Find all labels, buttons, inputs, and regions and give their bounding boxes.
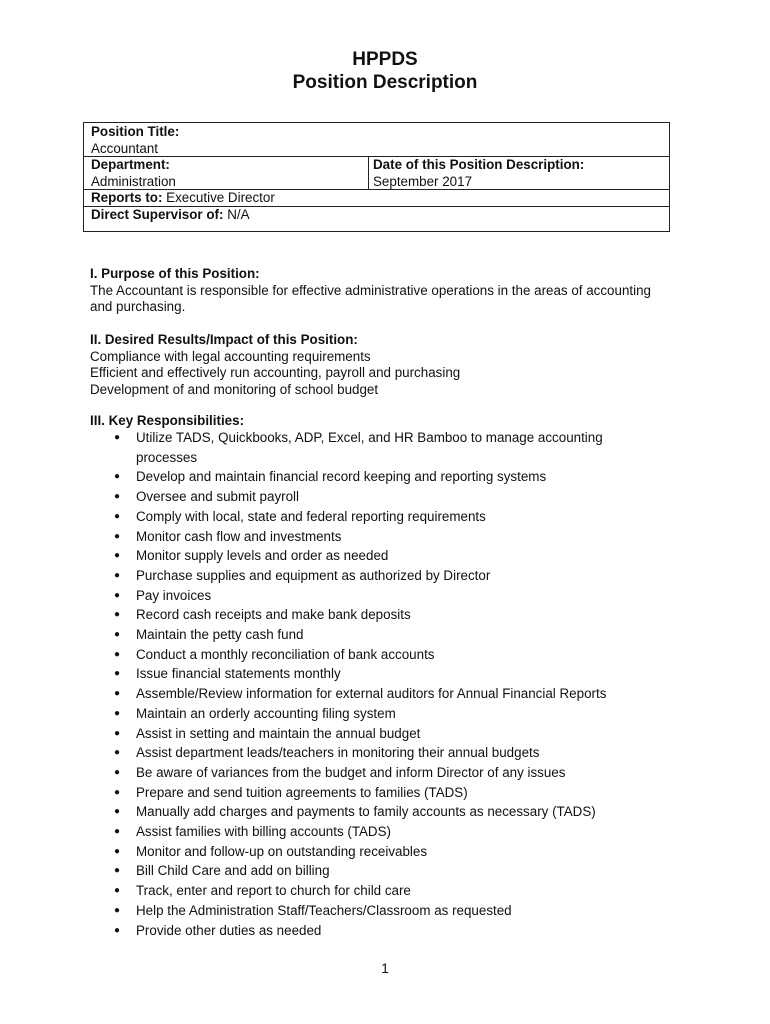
responsibility-item	[90, 822, 656, 842]
responsibility-item	[90, 704, 656, 724]
responsibility-text: Provide other duties as needed	[136, 922, 322, 938]
supervisor-cell	[91, 207, 250, 224]
result-item: Development of and monitoring of school budget	[90, 381, 379, 397]
bullet-icon: ●	[114, 688, 121, 700]
bullet-icon: ●	[114, 924, 121, 936]
results-section	[90, 332, 690, 398]
responsibility-item	[90, 428, 656, 448]
responsibility-item	[90, 724, 656, 744]
bullet-icon: ●	[114, 885, 121, 897]
responsibility-item	[90, 664, 656, 684]
responsibility-item	[90, 605, 656, 625]
responsibility-text: Maintain the petty cash fund	[136, 627, 304, 643]
result-item: Efficient and effectively run accounting, payroll and purchasing	[90, 365, 461, 380]
page-number: 1	[381, 960, 389, 976]
organization-title: HPPDS	[352, 49, 418, 70]
result-item: Compliance with legal accounting requirements	[90, 348, 371, 364]
supervisor-value: N/A	[227, 207, 250, 222]
reports-to-cell	[91, 190, 275, 207]
purpose-section	[90, 266, 690, 316]
responsibility-text: Help the Administration Staff/Teachers/Classroom as requested	[136, 902, 512, 918]
bullet-icon: ●	[114, 707, 121, 719]
responsibility-text: Be aware of variances from the budget and inform Director of any issues	[136, 764, 566, 780]
responsibility-item	[90, 527, 656, 547]
supervisor-label: Direct Supervisor of:	[91, 207, 224, 222]
responsibilities-heading-text: III. Key Responsibilities:	[90, 413, 245, 428]
responsibility-text: Record cash receipts and make bank deposits	[136, 607, 411, 623]
responsibility-item	[90, 861, 656, 881]
responsibility-text: Develop and maintain financial record keeping and reporting systems	[136, 469, 547, 485]
position-title-cell	[91, 124, 179, 157]
responsibility-item	[90, 921, 656, 941]
responsibility-item	[90, 448, 656, 468]
bullet-icon: ●	[114, 747, 121, 759]
table-column-divider	[368, 156, 369, 189]
bullet-icon: ●	[114, 766, 121, 778]
responsibility-item	[90, 566, 656, 586]
responsibility-text: Bill Child Care and add on billing	[136, 863, 330, 879]
responsibilities-list	[90, 428, 656, 940]
results-heading: II. Desired Results/Impact of this Position:	[90, 332, 358, 347]
department-label: Department:	[91, 157, 170, 172]
responsibility-text: Monitor cash flow and investments	[136, 528, 342, 544]
department-cell	[91, 157, 176, 190]
responsibility-item	[90, 842, 656, 862]
responsibility-text: Purchase supplies and equipment as authorized by Director	[136, 567, 491, 583]
responsibility-text: Assemble/Review information for external auditors for Annual Financial Reports	[136, 686, 607, 702]
bullet-icon: ●	[114, 904, 121, 916]
responsibility-item	[90, 586, 656, 606]
purpose-heading: I. Purpose of this Position:	[90, 266, 260, 281]
responsibility-text: processes	[136, 449, 198, 465]
responsibility-text: Assist in setting and maintain the annual budget	[136, 725, 421, 741]
bullet-icon: ●	[114, 826, 121, 838]
responsibility-item	[90, 467, 656, 487]
document-title: Position Description	[292, 72, 478, 93]
responsibility-text: Monitor supply levels and order as needed	[136, 548, 389, 564]
responsibility-text: Monitor and follow-up on outstanding receivables	[136, 843, 428, 859]
bullet-icon: ●	[114, 589, 121, 601]
bullet-icon: ●	[114, 471, 121, 483]
responsibility-text: Comply with local, state and federal reporting requirements	[136, 508, 486, 524]
bullet-icon: ●	[114, 806, 121, 818]
bullet-icon: ●	[114, 491, 121, 503]
responsibility-text: Assist families with billing accounts (TADS)	[136, 824, 391, 840]
purpose-text-line: and purchasing.	[90, 299, 186, 314]
responsibility-item	[90, 881, 656, 901]
date-cell	[373, 157, 584, 190]
responsibility-item	[90, 546, 656, 566]
position-title-value: Accountant	[91, 140, 158, 156]
responsibility-text: Pay invoices	[136, 587, 212, 603]
position-title-label: Position Title:	[91, 124, 180, 139]
responsibility-text: Manually add charges and payments to family accounts as necessary (TADS)	[136, 804, 596, 820]
bullet-icon: ●	[114, 510, 121, 522]
bullet-icon: ●	[114, 530, 121, 542]
bullet-icon: ●	[114, 609, 121, 621]
position-info-table	[83, 122, 670, 232]
bullet-icon: ●	[114, 432, 121, 443]
department-value: Administration	[91, 173, 176, 189]
responsibility-text: Maintain an orderly accounting filing system	[136, 705, 396, 721]
responsibility-text: Track, enter and report to church for child care	[136, 883, 411, 899]
bullet-icon: ●	[114, 845, 121, 857]
responsibility-item	[90, 783, 656, 803]
responsibility-item	[90, 625, 656, 645]
bullet-icon: ●	[114, 629, 121, 641]
responsibility-text: Oversee and submit payroll	[136, 489, 299, 505]
bullet-icon: ●	[114, 569, 121, 581]
bullet-icon: ●	[114, 865, 121, 877]
responsibility-text: Prepare and send tuition agreements to families (TADS)	[136, 784, 468, 800]
responsibility-text: Conduct a monthly reconciliation of bank accounts	[136, 646, 435, 662]
responsibility-text: Assist department leads/teachers in monitoring their annual budgets	[136, 745, 540, 761]
responsibility-item	[90, 763, 656, 783]
bullet-icon: ●	[114, 550, 121, 562]
bullet-icon: ●	[114, 668, 121, 680]
responsibility-text: Issue financial statements monthly	[136, 666, 341, 682]
responsibility-text: Utilize TADS, Quickbooks, ADP, Excel, and HR Bamboo to manage accounting	[136, 430, 603, 445]
responsibility-item	[90, 645, 656, 665]
purpose-text-line: The Accountant is responsible for effective administrative operations in the areas of accounting	[90, 282, 651, 298]
responsibility-item	[90, 507, 656, 527]
bullet-icon: ●	[114, 786, 121, 798]
reports-to-label: Reports to:	[91, 190, 163, 205]
responsibility-item	[90, 684, 656, 704]
responsibility-item	[90, 802, 656, 822]
date-value: September 2017	[373, 173, 473, 189]
bullet-icon: ●	[114, 648, 121, 660]
responsibility-item	[90, 901, 656, 921]
bullet-icon: ●	[114, 727, 121, 739]
date-label: Date of this Position Description:	[373, 157, 585, 172]
reports-to-value: Executive Director	[166, 190, 275, 205]
responsibility-item	[90, 743, 656, 763]
responsibility-item	[90, 487, 656, 507]
